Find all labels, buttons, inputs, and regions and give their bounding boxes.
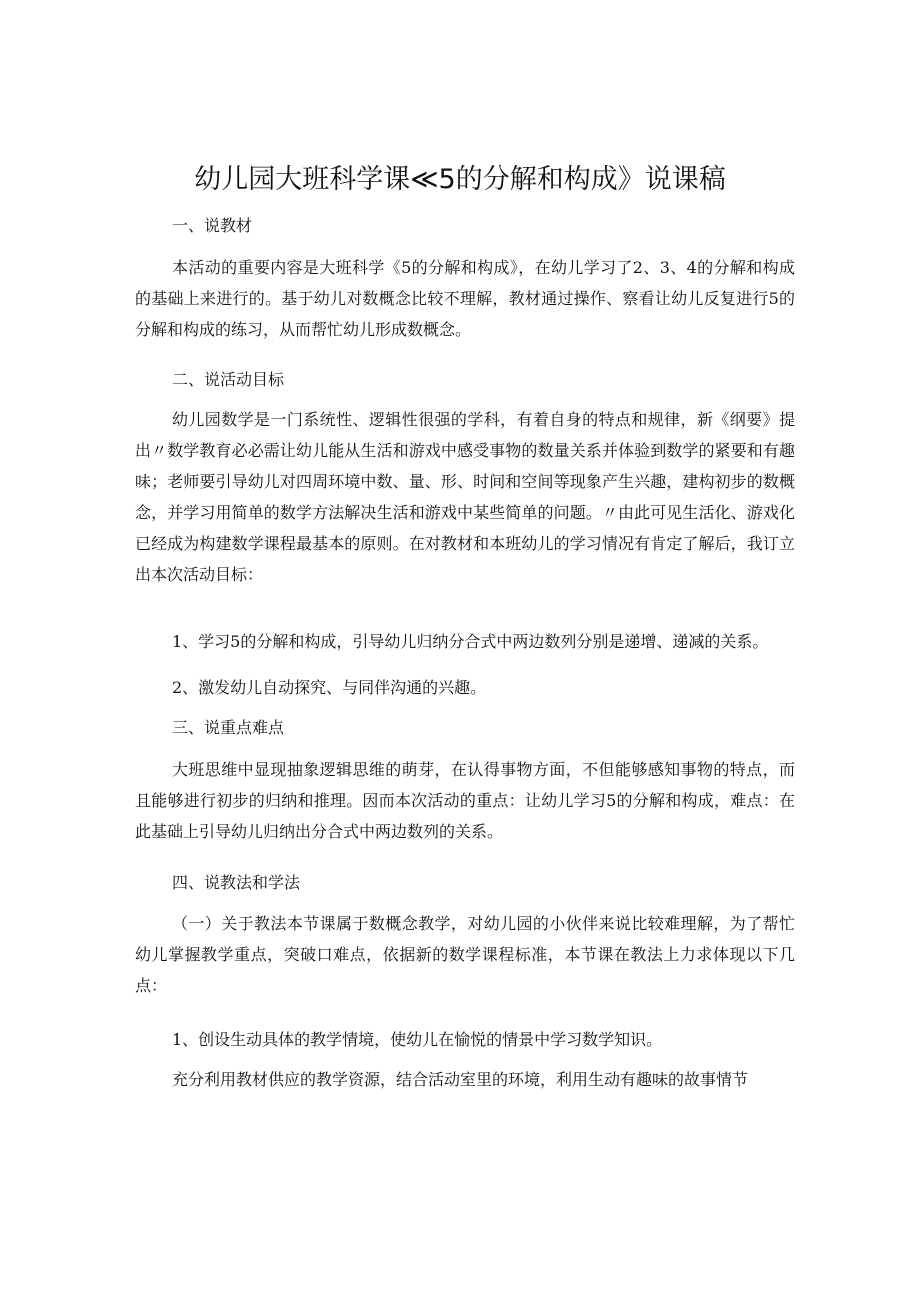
section-heading-materials: 一、说教材: [172, 216, 253, 235]
method-item-1: 1、创设生动具体的教学情境，使幼儿在愉悦的情景中学习数学知识。: [172, 1030, 663, 1049]
section-heading-keypoints: 三、说重点难点: [172, 718, 285, 737]
goal-item-1: 1、学习5的分解和构成，引导幼儿归纳分合式中两边数列分别是递增、递减的关系。: [172, 632, 769, 651]
paragraph-methods: （一）关于教法本节课属于数概念教学，对幼儿园的小伙伴来说比较难理解，为了帮忙幼儿掌握教学重点，突破口难点，依据新的数学课程标准，本节课在教法上力求体现以下几点：: [135, 914, 795, 995]
goal-item-2: 2、激发幼儿自动探究、与同伴沟通的兴趣。: [172, 678, 487, 697]
paragraph-keypoints: 大班思维中显现抽象逻辑思维的萌芽，在认得事物方面，不但能够感知事物的特点，而且能够进行初步的归纳和推理。因而本次活动的重点：让幼儿学习5的分解和构成，难点：在此基础上引导幼儿归纳出分合式中两边数列的关系。: [135, 760, 795, 841]
paragraph-materials: 本活动的重要内容是大班科学《5的分解和构成》，在幼儿学习了2、3、4的分解和构成的基础上来进行的。基于幼儿对数概念比较不理解，教材通过操作、察看让幼儿反复进行5的分解和构成的练习，从而帮忙幼儿形成数概念。: [135, 258, 795, 339]
section-heading-goals: 二、说活动目标: [172, 370, 285, 389]
document-title: 幼儿园大班科学课≪5的分解和构成》说课稿: [194, 164, 726, 195]
paragraph-method-detail: 充分利用教材供应的教学资源，结合活动室里的环境，利用生动有趣味的故事情节: [172, 1070, 749, 1089]
section-heading-methods: 四、说教法和学法: [172, 873, 301, 892]
paragraph-goals: 幼儿园数学是一门系统性、逻辑性很强的学科，有着自身的特点和规律，新《纲要》提出〃数学教育必必需让幼儿能从生活和游戏中感受事物的数量关系并体验到数学的紧要和有趣味；老师要引导幼儿对四周环境中数、量、形、时间和空间等现象产生兴趣，建构初步的数概念，并学习用简单的数学方法解决生活和游戏中某些简单的问题。〃由此可见生活化、游戏化已经成为构建数学课程最基本的原则。在对教材和本班幼儿的学习情况有肯定了解后，我订立出本次活动目标：: [135, 410, 795, 584]
